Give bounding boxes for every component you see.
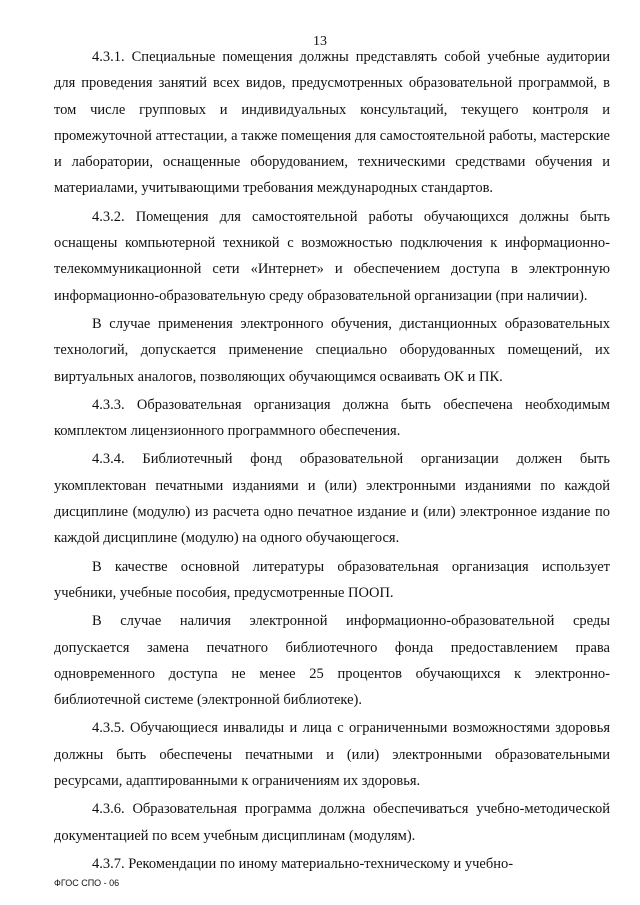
paragraph-main-literature: В качестве основной литературы образовательная организация использует учебники, учебные пособия, предусмотренные ПООП. [54, 558, 610, 601]
paragraph-4-3-1: 4.3.1. Специальные помещения должны представлять собой учебные аудитории для проведения занятий всех видов, предусмотренных образовательной программой, в том числе групповых и индивидуальных консультаций, текущего контроля и промежуточной аттестации, а также помещения для самостоятельной работы, мастерские и лаборатории, оснащенные оборудованием, техническими средствами обучения и материалами, учитывающими требования международных стандартов. [54, 49, 610, 197]
paragraph-electronic-environment: В случае наличия электронной информационно-образовательной среды допускается замена печатного библиотечного фонда предоставлением права одновременного доступа не менее 25 процентов обучающихся к электронно-библиотечной системе (электронной библиотеке). [54, 613, 610, 709]
document-body [54, 44, 610, 877]
paragraph-4-3-5: 4.3.5. Обучающиеся инвалиды и лица с ограниченными возможностями здоровья должны быть обеспечены печатными и (или) электронными образовательными ресурсами, адаптированными к ограничениям их здоровья. [54, 720, 610, 790]
paragraph-4-3-2: 4.3.2. Помещения для самостоятельной работы обучающихся должны быть оснащены компьютерной техникой с возможностью подключения к информационно-телекоммуникационной сети «Интернет» и обеспечением доступа в электронную информационно-образовательную среду образовательной организации (при наличии). [54, 208, 610, 304]
paragraph-4-3-6: 4.3.6. Образовательная программа должна обеспечиваться учебно-методической документацией по всем учебным дисциплинам (модулям). [54, 801, 610, 844]
paragraph-4-3-4: 4.3.4. Библиотечный фонд образовательной организации должен быть укомплектован печатными изданиями и (или) электронными изданиями по каждой дисциплине (модулю) из расчета одно печатное издание и (или) электронное издание по каждой дисциплине (модулю) на одного обучающегося. [54, 451, 610, 547]
page-footer: ФГОС СПО - 06 [54, 878, 120, 888]
page-number: 13 [313, 34, 327, 49]
paragraph-4-3-3: 4.3.3. Образовательная организация должна быть обеспечена необходимым комплектом лицензионного программного обеспечения. [54, 396, 610, 440]
paragraph-e-learning: В случае применения электронного обучения, дистанционных образовательных технологий, допускается применение специально оборудованных помещений, их виртуальных аналогов, позволяющих обучающимся осваивать ОК и ПК. [54, 315, 610, 385]
paragraph-4-3-7: 4.3.7. Рекомендации по иному материально-техническому и учебно- [92, 855, 514, 872]
